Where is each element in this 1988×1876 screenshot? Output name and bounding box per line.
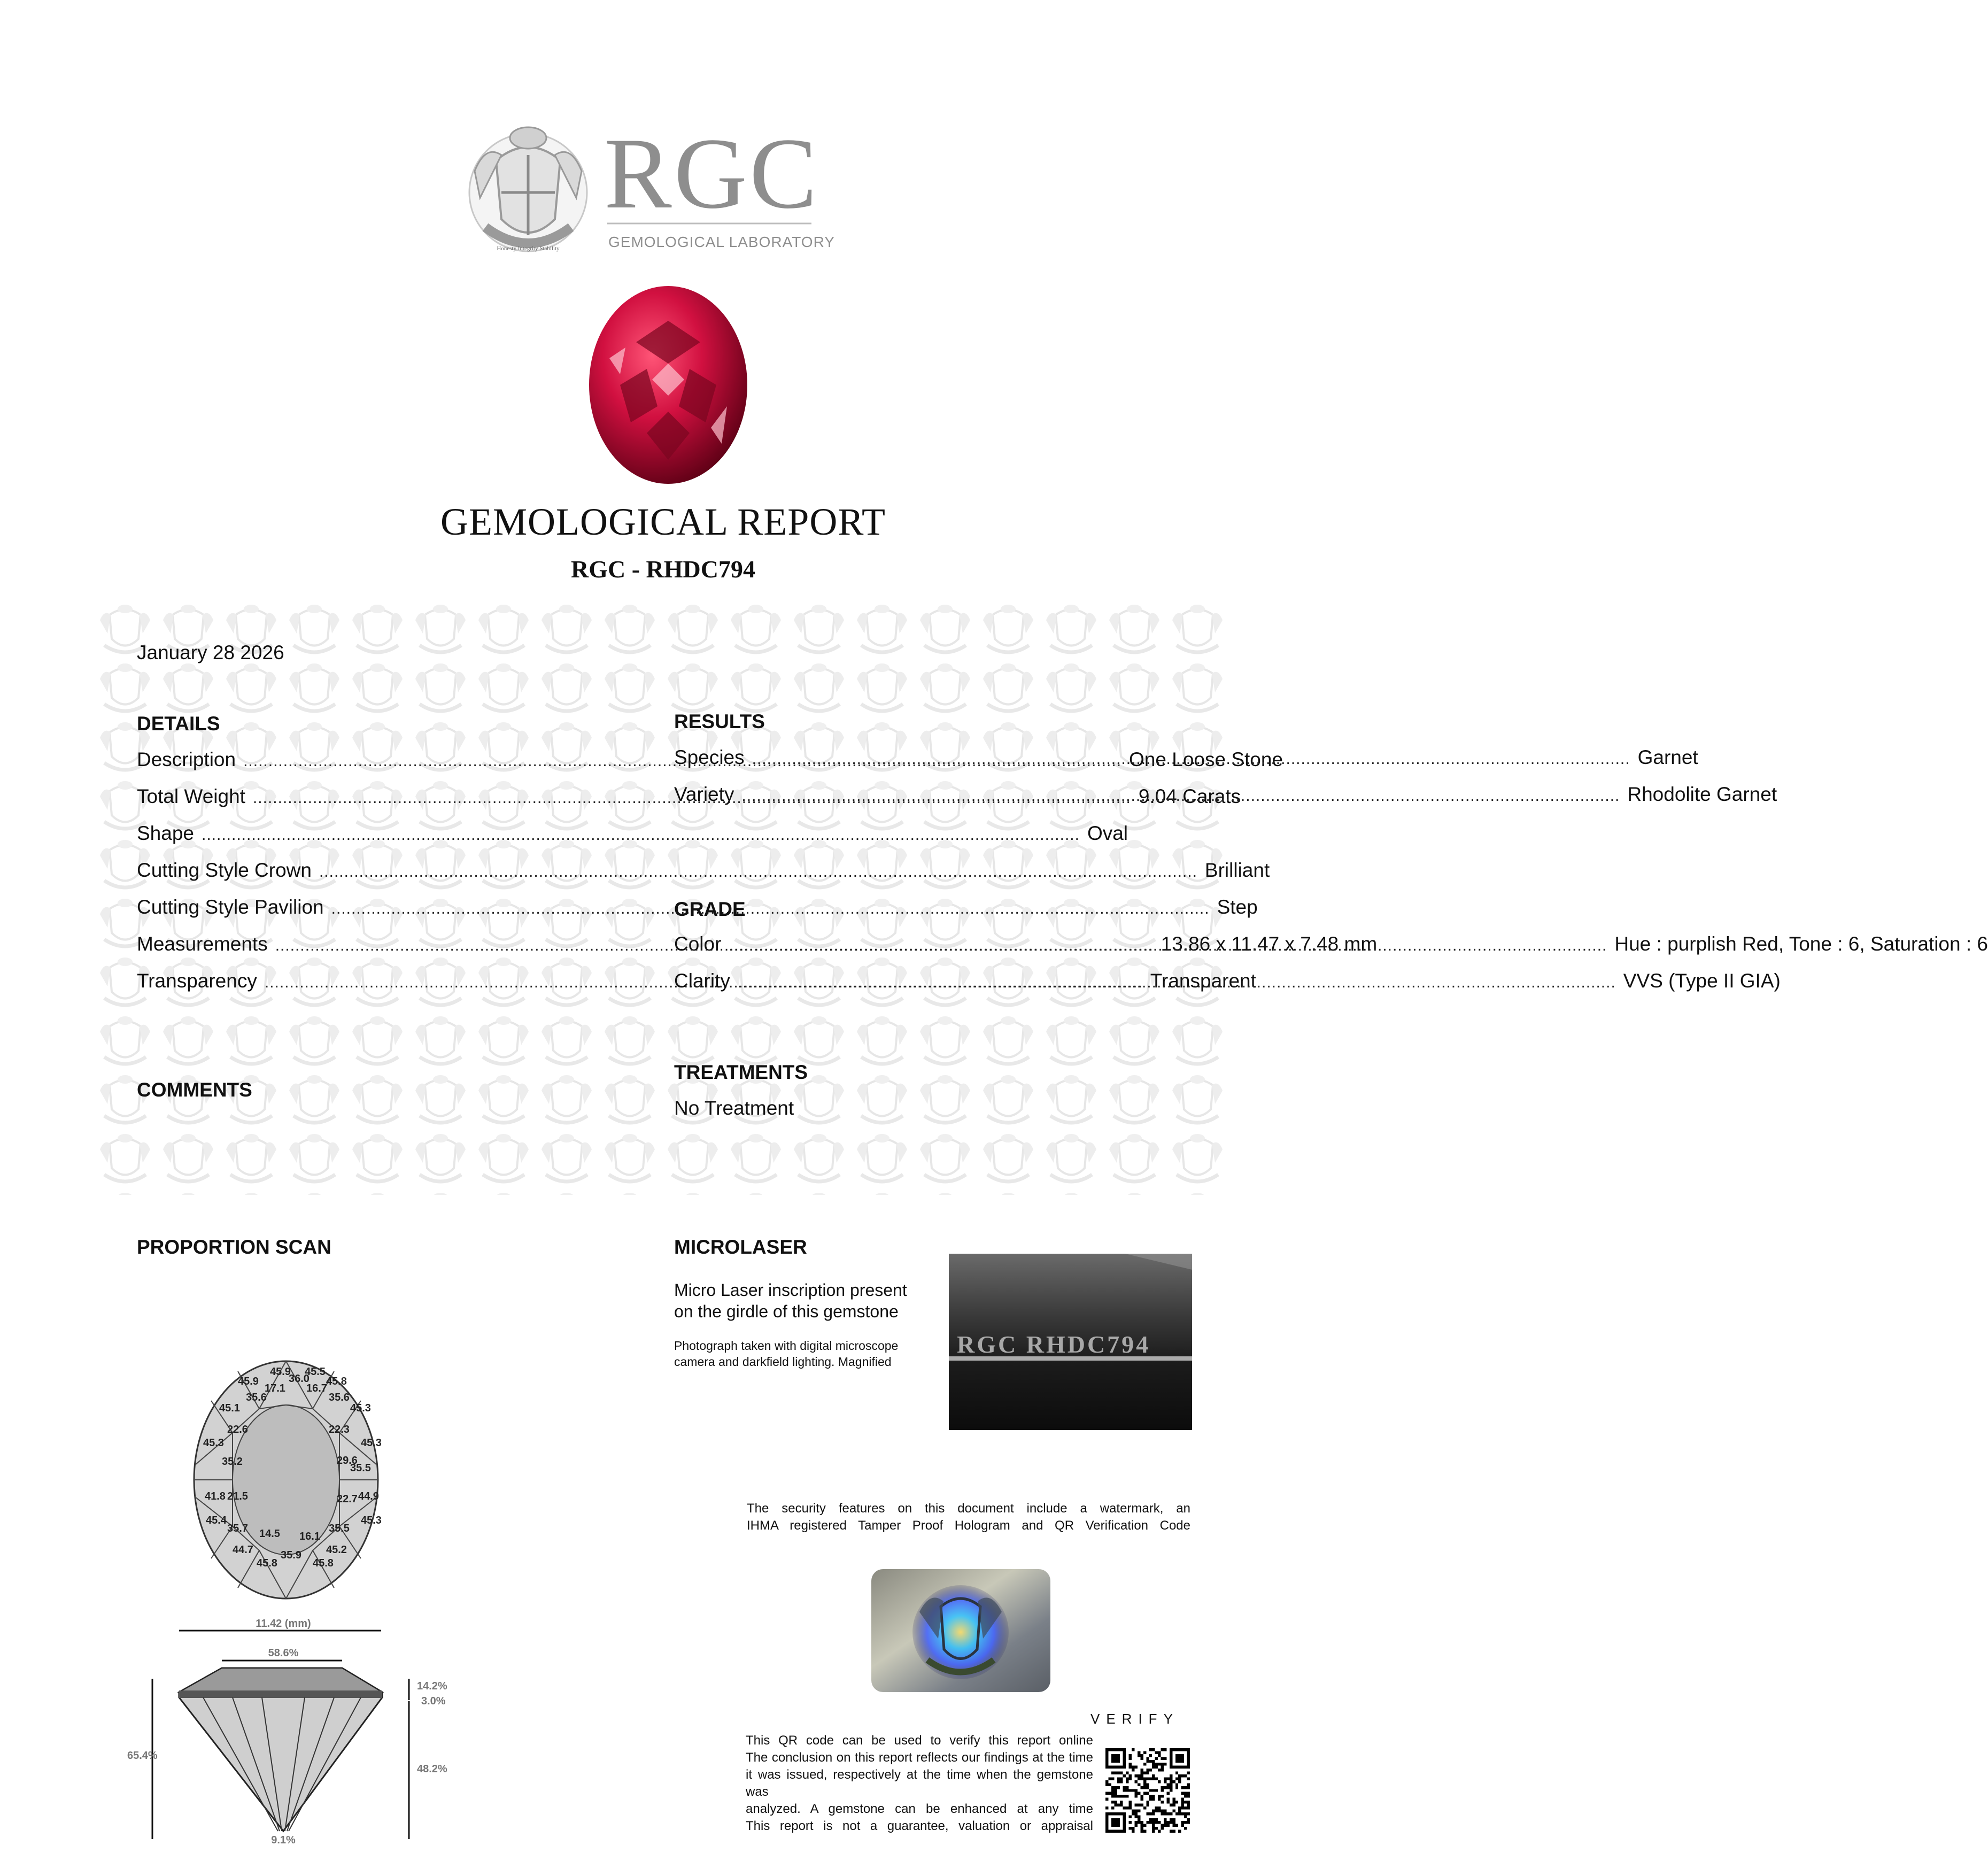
logo-brand: RGC [604, 118, 819, 230]
grade-label: Color [674, 933, 722, 955]
crown-label: 14.2% [417, 1680, 447, 1692]
oval-facet-label: 35.6 [329, 1392, 350, 1403]
logo-subtitle: GEMOLOGICAL LABORATORY [608, 234, 835, 250]
detail-value: One Loose Stone [1129, 748, 1283, 770]
result-value: Rhodolite Garnet [1627, 783, 1777, 805]
pavilion-label: 48.2% [417, 1763, 447, 1775]
verify-line-5: This report is not a guarantee, valuation or appraisal [746, 1819, 1093, 1833]
oval-facet-label: 45.8 [257, 1557, 277, 1569]
verification-qr-code[interactable] [1105, 1748, 1190, 1833]
security-notice [747, 1500, 1190, 1534]
proportion-scan-side-profile [118, 1618, 481, 1846]
proportion-scan-heading: PROPORTION SCAN [137, 1236, 331, 1258]
report-date: January 28 2026 [137, 642, 284, 663]
gemstone-photo [588, 283, 748, 487]
oval-facet-label: 29.6 [337, 1455, 358, 1466]
report-title: GEMOLOGICAL REPORT [440, 500, 886, 543]
microlaser-note [674, 1338, 898, 1370]
detail-value: Oval [1087, 822, 1128, 844]
security-line-2: IHMA registered Tamper Proof Hologram and QR Verification Code [747, 1518, 1190, 1533]
girdle-label: 3.0% [421, 1695, 446, 1707]
oval-facet-label: 45.3 [361, 1515, 382, 1526]
verify-notice [746, 1732, 1093, 1835]
grade-heading: GRADE [674, 898, 746, 920]
oval-facet-label: 35.7 [227, 1523, 248, 1534]
verify-line-1: This QR code can be used to verify this report online [746, 1733, 1093, 1748]
oval-facet-label: 44.9 [358, 1491, 379, 1502]
oval-facet-label: 17.1 [265, 1383, 285, 1394]
detail-label: Shape [137, 822, 194, 844]
detail-value: Brilliant [1204, 859, 1270, 881]
results-heading: RESULTS [674, 711, 765, 732]
detail-label: Cutting Style Pavilion [137, 896, 324, 918]
oval-facet-label: 14.5 [259, 1528, 280, 1540]
microlaser-line-1: Micro Laser inscription present [674, 1280, 907, 1300]
grade-value: Hue : purplish Red, Tone : 6, Saturation : 6 [1614, 933, 1988, 955]
oval-facet-label: 45.9 [238, 1376, 259, 1387]
detail-value: 13.86 x 11.47 x 7.48 mm [1161, 933, 1378, 955]
oval-facet-label: 44.7 [233, 1544, 253, 1556]
rgc-logo [464, 112, 835, 262]
oval-facet-label: 16.7 [306, 1383, 327, 1394]
coat-of-arms-emblem [469, 127, 587, 251]
detail-label: Description [137, 748, 236, 770]
total-depth-label: 65.4% [127, 1750, 158, 1762]
microlaser-note-line-2: camera and darkfield lighting. Magnified [674, 1355, 892, 1369]
width-label: 11.42 (mm) [256, 1618, 311, 1630]
oval-facet-label: 22.7 [337, 1493, 358, 1505]
oval-facet-label: 45.4 [206, 1515, 227, 1526]
detail-row-cutting-style-crown [137, 859, 1270, 882]
detail-label: Cutting Style Crown [137, 859, 312, 881]
verify-line-3: it was issued, respectively at the time when the gemstone was [746, 1767, 1093, 1799]
oval-facet-label: 45.2 [326, 1544, 347, 1556]
treatments-heading: TREATMENTS [674, 1061, 808, 1083]
oval-facet-label: 45.3 [203, 1437, 224, 1449]
detail-value: Step [1217, 896, 1258, 918]
oval-facet-label: 22.3 [329, 1424, 350, 1435]
gem-profile-shape [179, 1668, 382, 1831]
culet-label: 9.1% [271, 1834, 296, 1846]
microlaser-photo [949, 1254, 1192, 1430]
microlaser-line-2: on the girdle of this gemstone [674, 1302, 899, 1321]
hologram-seal [871, 1569, 1050, 1692]
oval-facet-label: 36.0 [289, 1373, 310, 1385]
microlaser-heading: MICROLASER [674, 1236, 807, 1258]
oval-facet-label: 45.5 [305, 1366, 326, 1378]
oval-facet-label: 22.6 [227, 1424, 248, 1435]
details-heading: DETAILS [137, 713, 220, 735]
verify-line-2: The conclusion on this report reflects our findings at the time [746, 1750, 1093, 1765]
microlaser-description [674, 1279, 907, 1322]
oval-facet-label: 45.3 [361, 1437, 382, 1449]
oval-facet-label: 41.8 [205, 1491, 226, 1502]
treatments-value: No Treatment [674, 1097, 794, 1119]
detail-value: Transparent [1150, 970, 1256, 992]
oval-facet-label: 45.8 [326, 1376, 347, 1387]
report-number: RGC - RHDC794 [571, 555, 755, 583]
result-label: Variety [674, 783, 734, 805]
table-label: 58.6% [268, 1647, 299, 1659]
oval-facet-label: 45.8 [313, 1557, 334, 1569]
verify-line-4: analyzed. A gemstone can be enhanced at any time [746, 1802, 1093, 1816]
detail-label: Total Weight [137, 785, 245, 807]
grade-value: VVS (Type II GIA) [1623, 970, 1781, 992]
oval-facet-label: 35.2 [222, 1456, 243, 1468]
oval-facet-label: 21.5 [227, 1491, 248, 1502]
oval-facet-label: 35.6 [246, 1392, 267, 1403]
oval-facet-label: 35.9 [281, 1549, 301, 1561]
detail-label: Measurements [137, 933, 268, 955]
result-label: Species [674, 746, 745, 768]
oval-facet-label: 16.1 [299, 1531, 320, 1542]
detail-row-shape [137, 822, 1128, 845]
oval-facet-label: 35.5 [350, 1462, 371, 1474]
security-line-1: The security features on this document include a watermark, an [747, 1501, 1190, 1516]
oval-facet-label: 45.3 [350, 1402, 371, 1414]
oval-facet-label: 35.5 [329, 1523, 350, 1534]
detail-label: Transparency [137, 970, 257, 992]
oval-facet-label: 45.1 [219, 1402, 240, 1414]
oval-facet-label: 45.9 [270, 1366, 291, 1378]
comments-heading: COMMENTS [137, 1079, 252, 1101]
microlaser-note-line-1: Photograph taken with digital microscope [674, 1339, 899, 1353]
microlaser-inscription: RGC RHDC794 [957, 1331, 1151, 1358]
verify-label: VERIFY [1090, 1711, 1179, 1727]
grade-label: Clarity [674, 970, 730, 992]
proportion-scan-top-view [190, 1358, 382, 1601]
logo-motto: Honesty Integrity Stability [497, 245, 560, 252]
detail-value: 9.04 Carats [1138, 785, 1241, 807]
result-value: Garnet [1637, 746, 1698, 768]
